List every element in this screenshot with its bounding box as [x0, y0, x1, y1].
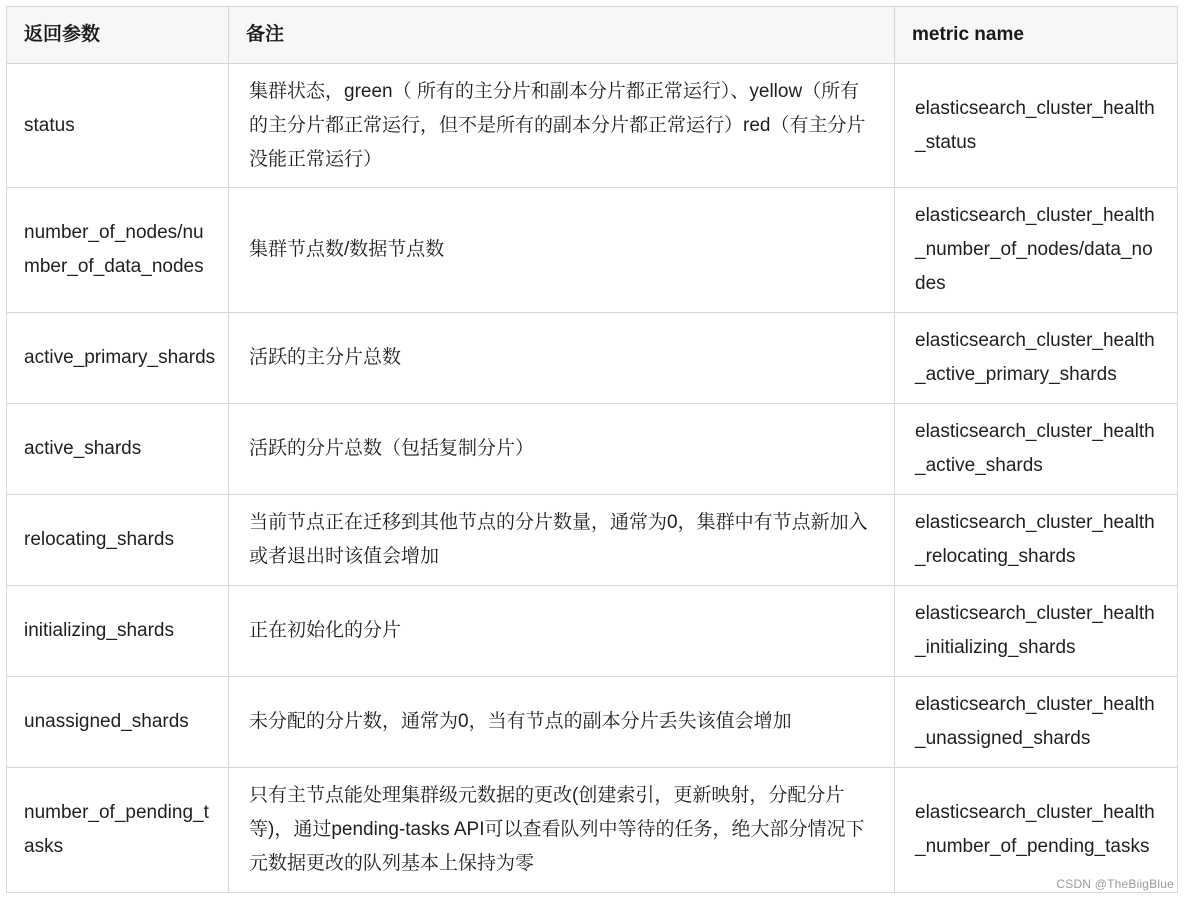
metric-cell: elasticsearch_cluster_health_status: [895, 64, 1178, 188]
note-cell: 集群节点数/数据节点数: [229, 188, 895, 313]
table-row: [7, 677, 1178, 768]
metric-cell: elasticsearch_cluster_health_relocating_shards: [895, 495, 1178, 586]
note-cell: 未分配的分片数，通常为0，当有节点的副本分片丢失该值会增加: [229, 677, 895, 768]
csdn-watermark: CSDN @TheBiigBlue: [1056, 877, 1174, 891]
note-cell: 活跃的分片总数（包括复制分片）: [229, 404, 895, 495]
table-row: [7, 586, 1178, 677]
param-cell: active_shards: [7, 404, 229, 495]
param-cell: number_of_nodes/number_of_data_nodes: [7, 188, 229, 313]
param-cell: unassigned_shards: [7, 677, 229, 768]
note-cell: 集群状态，green（ 所有的主分片和副本分片都正常运行）、yellow（所有的主分片都正常运行，但不是所有的副本分片都正常运行）red（有主分片没能正常运行）: [229, 64, 895, 188]
column-header-note: 备注: [229, 7, 895, 64]
param-cell: number_of_pending_tasks: [7, 768, 229, 893]
table-row: [7, 64, 1178, 188]
cluster-health-metrics-table: [6, 6, 1178, 893]
note-cell: 只有主节点能处理集群级元数据的更改(创建索引，更新映射，分配分片等)，通过pending-tasks API可以查看队列中等待的任务，绝大部分情况下元数据更改的队列基本上保持为零: [229, 768, 895, 893]
table-row: [7, 495, 1178, 586]
metric-cell: elasticsearch_cluster_health_number_of_nodes/data_nodes: [895, 188, 1178, 313]
metric-cell: elasticsearch_cluster_health_active_shards: [895, 404, 1178, 495]
note-cell: 活跃的主分片总数: [229, 313, 895, 404]
param-cell: relocating_shards: [7, 495, 229, 586]
param-cell: active_primary_shards: [7, 313, 229, 404]
metric-cell: elasticsearch_cluster_health_initializing_shards: [895, 586, 1178, 677]
table-row: [7, 313, 1178, 404]
table-header-row: [7, 7, 1178, 64]
note-cell: 正在初始化的分片: [229, 586, 895, 677]
column-header-metric: metric name: [895, 7, 1178, 64]
metrics-table-container: [6, 6, 1177, 893]
table-row: [7, 188, 1178, 313]
metric-cell: elasticsearch_cluster_health_active_primary_shards: [895, 313, 1178, 404]
table-row: [7, 404, 1178, 495]
metric-cell: elasticsearch_cluster_health_unassigned_shards: [895, 677, 1178, 768]
metric-cell: elasticsearch_cluster_health_number_of_pending_tasks: [895, 768, 1178, 893]
param-cell: status: [7, 64, 229, 188]
column-header-param: 返回参数: [7, 7, 229, 64]
table-row: [7, 768, 1178, 893]
param-cell: initializing_shards: [7, 586, 229, 677]
note-cell: 当前节点正在迁移到其他节点的分片数量，通常为0，集群中有节点新加入或者退出时该值会增加: [229, 495, 895, 586]
